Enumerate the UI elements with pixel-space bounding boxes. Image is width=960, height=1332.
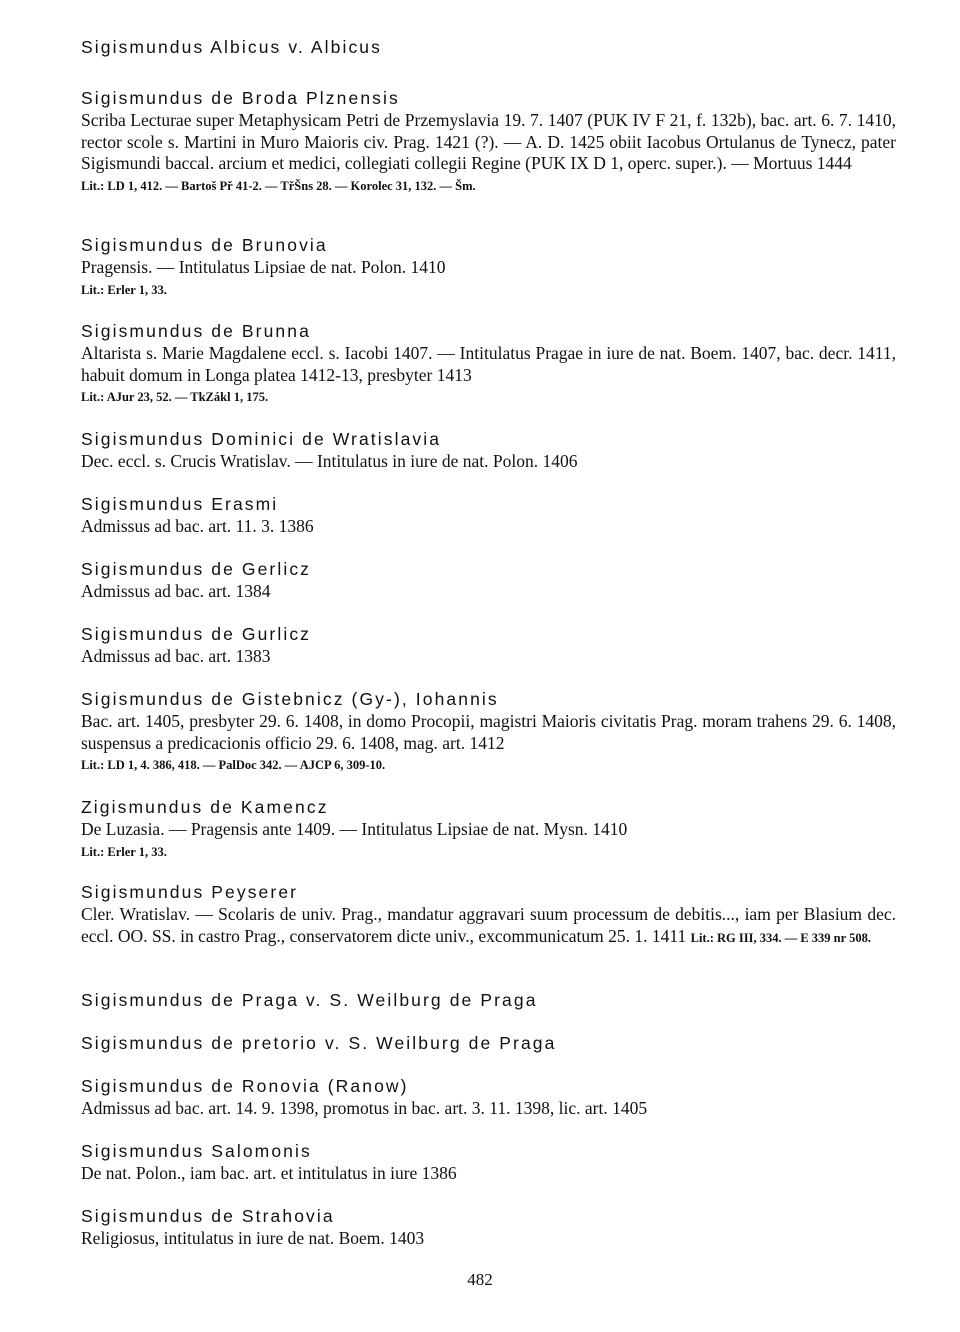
entry-heading: Sigismundus de Gistebnicz (Gy-), Iohannis bbox=[81, 689, 499, 709]
entry-gerlicz bbox=[81, 558, 896, 603]
literature-inline: Lit.: RG III, 334. — E 339 nr 508. bbox=[690, 930, 871, 945]
entry-heading: Sigismundus de Brunovia bbox=[81, 235, 328, 255]
entry-brunna bbox=[81, 320, 896, 407]
entry-heading: Sigismundus Erasmi bbox=[81, 494, 279, 514]
entry-text: Dec. eccl. s. Crucis Wratislav. — Intitulatus in iure de nat. Polon. 1406 bbox=[81, 451, 578, 471]
entry-heading: Sigismundus Dominici de Wratislavia bbox=[81, 429, 442, 449]
literature-line: Lit.: AJur 23, 52. — TkZákl 1, 175. bbox=[81, 390, 269, 404]
entry-praga bbox=[81, 989, 896, 1012]
entry-text: Pragensis. — Intitulatus Lipsiae de nat. Polon. 1410 bbox=[81, 257, 446, 277]
literature-line: Lit.: LD 1, 412. — Bartoš Př 41-2. — TřŠns 28. — Korolec 31, 132. — Šm. bbox=[81, 178, 476, 193]
entry-heading: Sigismundus de Broda Plznensis bbox=[81, 88, 400, 108]
entry-text: Altarista s. Marie Magdalene eccl. s. Iacobi 1407. — Intitulatus Pragae in iure de nat. Boem. 1407, bac. decr. 1411, habuit domum in Longa platea 1412-13, presbyter 1413 bbox=[81, 343, 896, 385]
entry-text: De nat. Polon., iam bac. art. et intitulatus in iure 1386 bbox=[81, 1163, 457, 1183]
entry-text: Religiosus, intitulatus in iure de nat. Boem. 1403 bbox=[81, 1228, 425, 1248]
entry-heading: Sigismundus de Ronovia (Ranow) bbox=[81, 1076, 409, 1096]
entry-gurlicz bbox=[81, 623, 896, 668]
entry-heading: Sigismundus Salomonis bbox=[81, 1141, 312, 1161]
literature-line: Lit.: Erler 1, 33. bbox=[81, 844, 167, 859]
entry-heading: Sigismundus de Brunna bbox=[81, 321, 311, 341]
entry-ronovia bbox=[81, 1075, 896, 1120]
entry-brunovia bbox=[81, 234, 896, 300]
entry-heading: Sigismundus de Gurlicz bbox=[81, 624, 312, 644]
entry-peyserer bbox=[81, 881, 896, 949]
entry-text: Admissus ad bac. art. 1384 bbox=[81, 581, 271, 601]
entry-erasmi bbox=[81, 493, 896, 538]
entry-text bbox=[81, 904, 896, 949]
entry-text-main: Cler. Wratislav. — Scolaris de univ. Prag., mandatur aggravari suum processum de debitis..., iam per Blasium dec. eccl. OO. SS. in castro Prag., conservatorem dicte univ., excommunicatum 25. 1. 1411 bbox=[81, 904, 896, 946]
entry-broda-plznensis bbox=[81, 87, 896, 196]
entry-heading: Sigismundus de Strahovia bbox=[81, 1206, 335, 1226]
entry-strahovia bbox=[81, 1205, 896, 1250]
entry-kamencz bbox=[81, 796, 896, 862]
entry-dominici-wratislavia bbox=[81, 428, 896, 473]
entry-heading: Sigismundus Peyserer bbox=[81, 882, 299, 902]
entry-gistebnicz bbox=[81, 688, 896, 775]
entry-heading: Sigismundus de Gerlicz bbox=[81, 559, 312, 579]
literature-line: Lit.: LD 1, 4. 386, 418. — PalDoc 342. — AJCP 6, 309-10. bbox=[81, 758, 386, 772]
entry-text: Admissus ad bac. art. 1383 bbox=[81, 646, 271, 666]
entry-heading: Sigismundus de Praga v. S. Weilburg de Praga bbox=[81, 990, 538, 1010]
entry-text: Scriba Lecturae super Metaphysicam Petri de Przemyslavia 19. 7. 1407 (PUK IV F 21, f. 132b), bac. art. 6. 7. 1410, rector scole s. Martini in Muro Maioris civ. Prag. 1421 (?). — A. D. 1425 obiit Iacobus Ortulanus de Tynecz, pater Sigismundi baccal. arcium et medici, collegiati collegii Regine (PUK IX D 1, operc. super.). — Mortuus 1444 bbox=[81, 110, 896, 173]
entry-salomonis bbox=[81, 1140, 896, 1185]
entry-text: Admissus ad bac. art. 11. 3. 1386 bbox=[81, 516, 314, 536]
entry-heading: Zigismundus de Kamencz bbox=[81, 797, 329, 817]
literature-line: Lit.: Erler 1, 33. bbox=[81, 282, 167, 297]
entry-text: De Luzasia. — Pragensis ante 1409. — Intitulatus Lipsiae de nat. Mysn. 1410 bbox=[81, 819, 628, 839]
entry-heading: Sigismundus de pretorio v. S. Weilburg de Praga bbox=[81, 1033, 557, 1053]
entry-text: Bac. art. 1405, presbyter 29. 6. 1408, in domo Procopii, magistri Maioris civitatis Prag. moram trahens 29. 6. 1408, suspensus a predicacionis officio 29. 6. 1408, mag. art. 1412 bbox=[81, 711, 896, 753]
entry-albicus bbox=[81, 36, 896, 59]
page-number: 482 bbox=[467, 1270, 493, 1289]
entry-heading: Sigismundus Albicus v. Albicus bbox=[81, 37, 382, 57]
entry-text: Admissus ad bac. art. 14. 9. 1398, promotus in bac. art. 3. 11. 1398, lic. art. 1405 bbox=[81, 1098, 648, 1118]
entry-pretorio bbox=[81, 1032, 896, 1055]
